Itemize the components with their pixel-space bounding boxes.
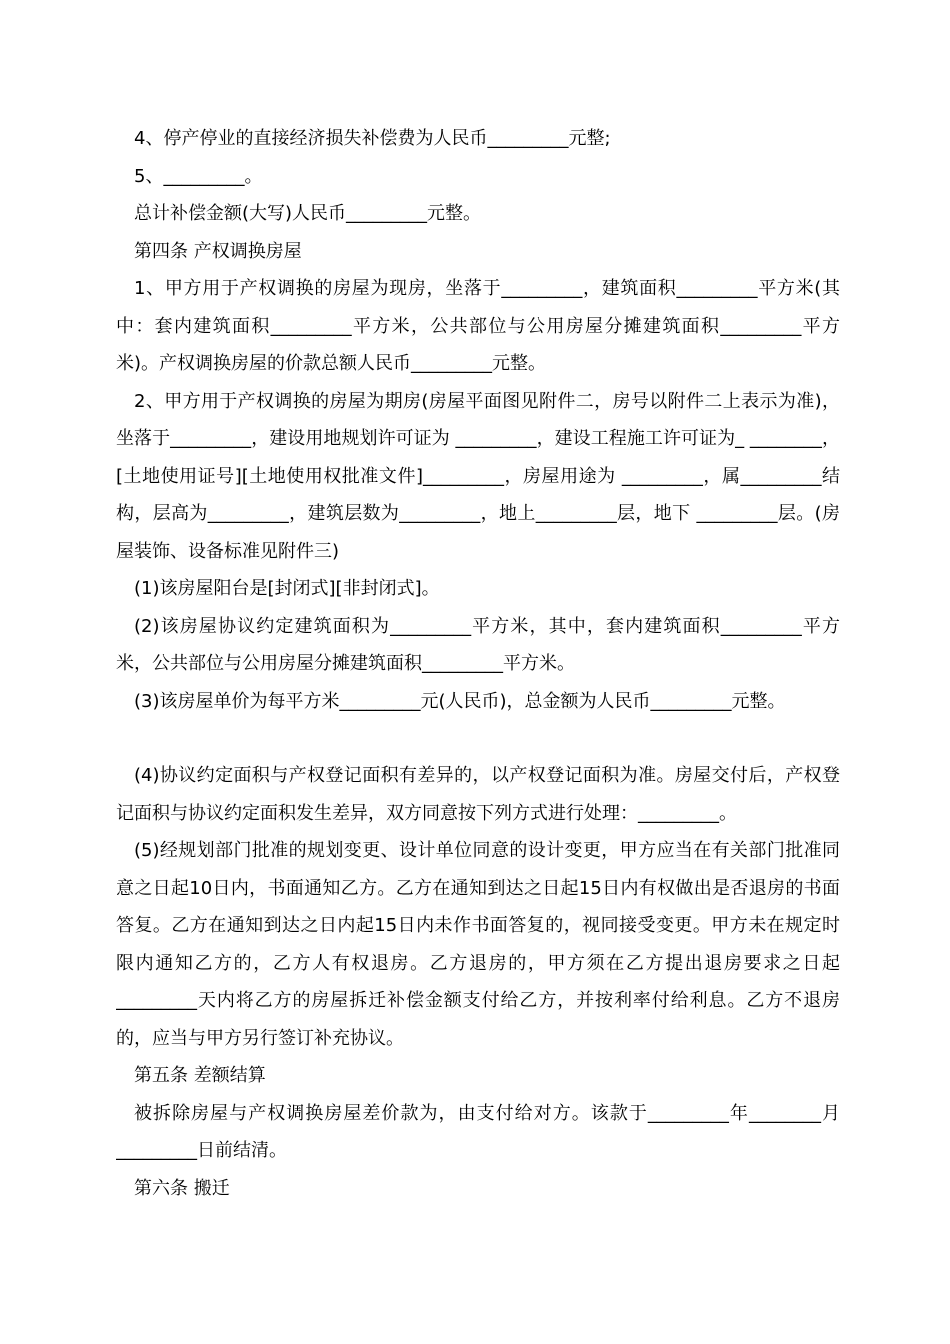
paragraph-item-5: 5、_________。 xyxy=(134,165,263,187)
article-6-heading: 第六条 搬迁 xyxy=(134,1177,230,1199)
paragraph-article-4-clause-2: 2、甲方用于产权调换的房屋为期房(房屋平面图见附件二，房号以附件二上表示为准)，坐落于_________，建设用地规划许可证为 _________，建设工程施工许可证为_ ________，[土地使用证号][土地使用权批准文件]_________，房屋用途为 _________，属_________结构，层高为_________，建筑层数为_________，地上_________层，地下 _________层。(房屋装饰、设备标准见附件三) xyxy=(116,390,840,562)
paragraph-article-5-body: 被拆除房屋与产权调换房屋差价款为，由支付给对方。该款于_________年________月_________日前结清。 xyxy=(116,1102,840,1161)
paragraph-sub-2: (2)该房屋协议约定建筑面积为_________平方米，其中，套内建筑面积_________平方米，公共部位与公用房屋分摊建筑面积_________平方米。 xyxy=(116,615,840,674)
paragraph-total-compensation: 总计补偿金额(大写)人民币_________元整。 xyxy=(134,203,482,224)
paragraph-sub-1: (1)该房屋阳台是[封闭式][非封闭式]。 xyxy=(134,578,440,599)
paragraph-item-4: 4、停产停业的直接经济损失补偿费为人民币_________元整; xyxy=(134,128,611,149)
paragraph-sub-5: (5)经规划部门批准的规划变更、设计单位同意的设计变更，甲方应当在有关部门批准同意之日起10日内，书面通知乙方。乙方在通知到达之日起15日内有权做出是否退房的书面答复。乙方在通知到达之日内起15日内未作书面答复的，视同接受变更。甲方未在规定时限内通知乙方的，乙方人有权退房。乙方退房的，甲方须在乙方提出退房要求之日起_________天内将乙方的房屋拆迁补偿金额支付给乙方，并按利率付给利息。乙方不退房的，应当与甲方另行签订补充协议。 xyxy=(116,840,840,1049)
article-5-heading: 第五条 差额结算 xyxy=(134,1065,266,1086)
paragraph-sub-4: (4)协议约定面积与产权登记面积有差异的，以产权登记面积为准。房屋交付后，产权登记面积与协议约定面积发生差异，双方同意按下列方式进行处理：_________。 xyxy=(116,765,840,824)
document-body xyxy=(116,120,840,1207)
paragraph-sub-3: (3)该房屋单价为每平方米_________元(人民币)，总金额为人民币_________元整。 xyxy=(134,690,786,712)
paragraph-article-4-clause-1: 1、甲方用于产权调换的房屋为现房，坐落于_________，建筑面积_________平方米(其中：套内建筑面积_________平方米，公共部位与公用房屋分摊建筑面积_________平方米)。产权调换房屋的价款总额人民币_________元整。 xyxy=(116,278,840,374)
blank-gap xyxy=(116,720,840,757)
article-4-heading: 第四条 产权调换房屋 xyxy=(134,240,302,262)
